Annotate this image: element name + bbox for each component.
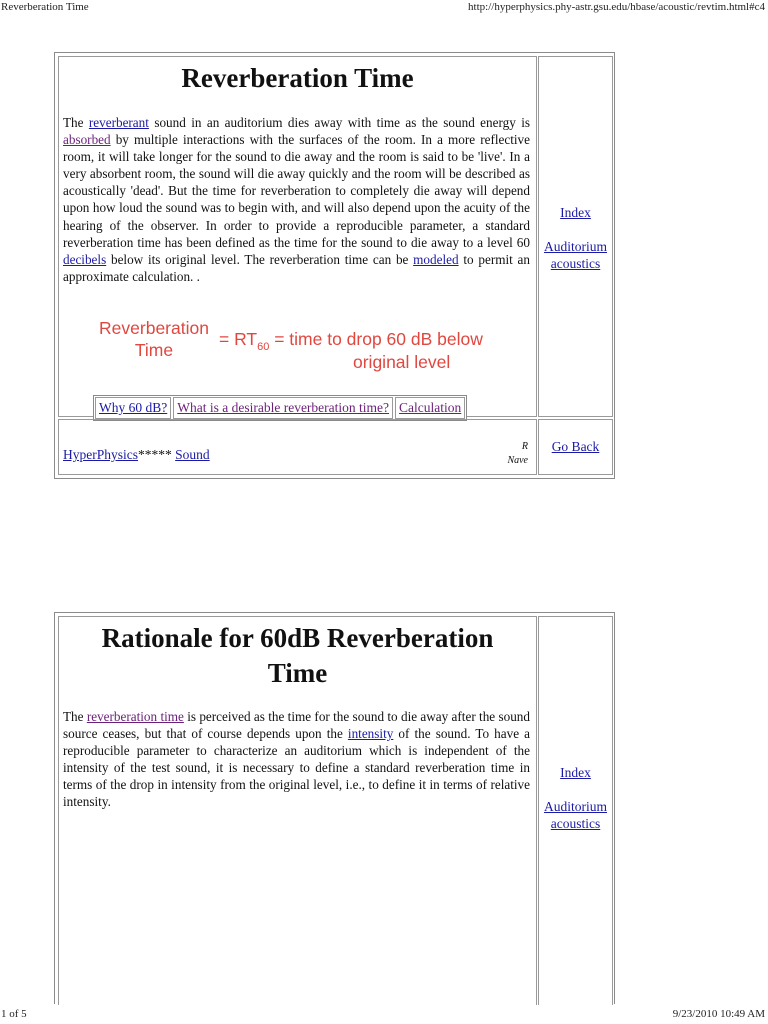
calculation-link[interactable]: Calculation [399, 400, 462, 415]
link-line: acoustics [550, 816, 601, 831]
credit-initial: R [521, 441, 528, 452]
text-span: by multiple interactions with the surfaces of the room. In a more reflective room, it will take longer for the sound to die away and the room is said to be 'live'. In a very absorbent room, the sound will die away quickly and the room will be described as acoustically 'dead'. But the time for reverberation to completely die away will depend upon how loud the sound was to begin with, and will also depend upon the acuity of the hearing of the observer. In order to provide a reproducible parameter, a standard reverberation time has been defined as the time for the sound to die away to a level 60 [63, 132, 530, 250]
side-nav [539, 764, 612, 832]
link-line: Auditorium [544, 799, 607, 814]
formula-rt: = RT [219, 329, 258, 349]
formula-lhs [91, 317, 217, 361]
footer-side-cell [538, 419, 613, 475]
print-header-title: Reverberation Time [1, 1, 89, 13]
rationale-paragraph [63, 708, 530, 811]
side-nav-cell [538, 56, 613, 417]
print-footer-timestamp: 9/23/2010 10:49 AM [672, 1008, 765, 1020]
link-line: Auditorium [544, 239, 607, 254]
title-line1: Rationale for 60dB Reverberation [101, 623, 494, 653]
auditorium-acoustics-link[interactable] [539, 798, 612, 832]
modeled-link[interactable]: modeled [413, 251, 459, 267]
reverberation-time-table [54, 52, 615, 479]
formula-subscript: 60 [257, 341, 270, 353]
rationale-table [54, 612, 615, 1004]
reverberation-time-link[interactable]: reverberation time [86, 709, 184, 724]
sound-link[interactable]: Sound [175, 447, 210, 462]
spacer [539, 221, 612, 238]
linkbar-cell [395, 397, 465, 419]
text-span: of the sound. To have a reproducible parameter to characterize an auditorium which is independent of the intensity of the test sound, it is necessary to define a standard reverberation time in terms of the drop in intensity from the original level, i.e., to define it in terms of relative intensity. [63, 726, 530, 810]
formula-lhs-line2: Time [134, 340, 174, 360]
index-link[interactable]: Index [560, 205, 591, 220]
text-span: is perceived as the time for the sound to die away after the sound source ceases, but that of course depends upon the [63, 709, 530, 742]
auditorium-acoustics-link[interactable] [539, 238, 612, 272]
hyperphysics-link[interactable]: HyperPhysics [63, 447, 138, 462]
intensity-link[interactable]: intensity [347, 726, 394, 742]
credit-name: Nave [507, 455, 528, 466]
main-content-cell [58, 616, 537, 1005]
author-credit [507, 440, 528, 468]
link-line: acoustics [550, 256, 601, 271]
go-back-link[interactable]: Go Back [551, 439, 600, 454]
index-link[interactable]: Index [560, 765, 591, 780]
formula-lhs-line1: Reverberation [99, 318, 209, 338]
desirable-reverberation-link[interactable]: What is a desirable reverberation time? [177, 400, 390, 415]
page-title: Reverberation Time [181, 63, 414, 93]
formula-rhs: = time to drop 60 dB below [269, 329, 483, 349]
side-nav-cell [538, 616, 613, 1005]
subtopic-link-bar [93, 395, 467, 421]
why-60db-link[interactable]: Why 60 dB? [99, 400, 168, 415]
text-span: to permit an approximate calculation. . [63, 251, 530, 284]
text-span: The [63, 115, 89, 130]
print-footer-page-count: 1 of 5 [1, 1008, 27, 1020]
decibels-link[interactable]: decibels [63, 251, 107, 267]
intro-paragraph [63, 114, 530, 285]
footer-cell [58, 419, 537, 475]
reverberant-link[interactable]: reverberant [88, 115, 149, 130]
section-title [59, 621, 536, 691]
text-span: The [63, 709, 87, 724]
absorbed-link[interactable]: absorbed [63, 132, 111, 148]
text-span: sound in an auditorium dies away with time as the sound energy is [148, 115, 530, 130]
spacer [539, 781, 612, 798]
side-nav [539, 204, 612, 272]
print-header-url: http://hyperphysics.phy-astr.gsu.edu/hbase/acoustic/revtim.html#c4 [468, 1, 765, 13]
linkbar-cell [95, 397, 171, 419]
linkbar-cell [173, 397, 393, 419]
formula-rhs-line2: original level [353, 352, 451, 372]
rt60-formula-image [91, 315, 511, 379]
stars-text: ***** [138, 447, 176, 462]
footer-nav [63, 446, 210, 464]
text-span: below its original level. The reverberation time can be [106, 251, 414, 267]
title-line2: Time [267, 658, 328, 688]
main-content-cell [58, 56, 537, 417]
